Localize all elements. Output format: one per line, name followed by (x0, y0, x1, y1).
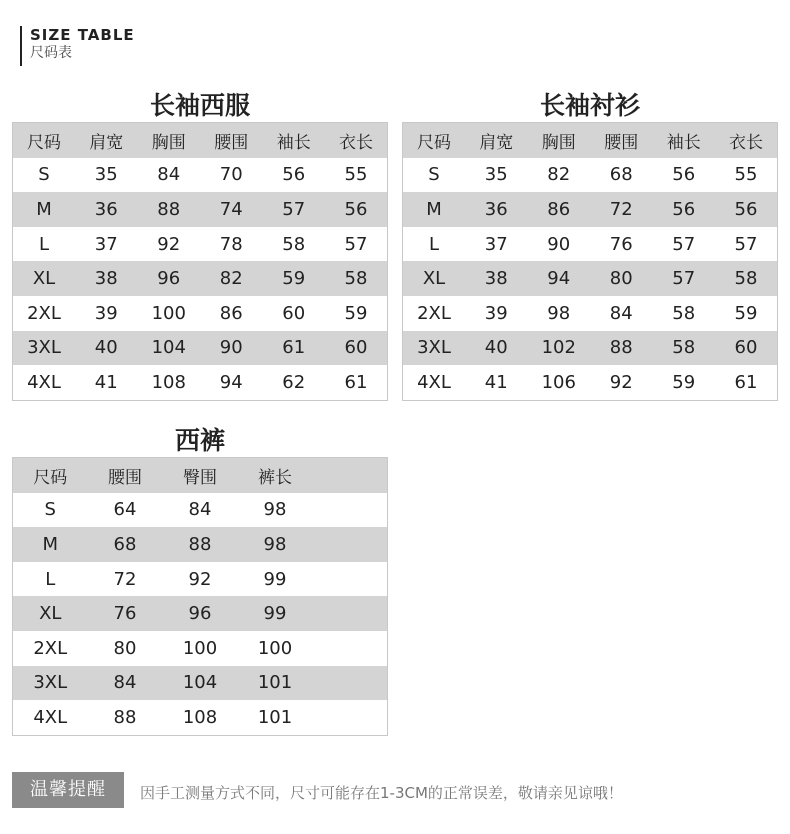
measurement-cell: 100 (151, 302, 186, 324)
measurement-cell: 72 (113, 568, 137, 590)
measurement-cell: 88 (113, 706, 137, 728)
measurement-cell: 60 (282, 302, 306, 324)
measurement-cell: 86 (547, 198, 571, 220)
table-row (13, 331, 388, 366)
shirt-size-block (402, 90, 778, 401)
table-row (13, 227, 388, 262)
measurement-cell: 38 (94, 268, 118, 290)
measurement-cell: 74 (219, 198, 243, 220)
measurement-cell: 61 (282, 337, 306, 359)
measurement-cell: 102 (541, 337, 576, 359)
measurement-cell: 58 (282, 233, 306, 255)
measurement-cell: 57 (344, 233, 368, 255)
measurement-cell: 92 (188, 568, 212, 590)
measurement-cell: 86 (219, 302, 243, 324)
table-row (403, 192, 778, 227)
measurement-cell: 92 (609, 371, 633, 393)
measurement-cell: 56 (734, 198, 758, 220)
measurement-cell: 80 (609, 268, 633, 290)
measurement-cell: 37 (94, 233, 118, 255)
jacket-table-title: 长袖西服 (149, 91, 250, 120)
measurement-cell: 56 (672, 164, 696, 186)
measurement-cell: 106 (541, 371, 576, 393)
measurement-cell: 62 (282, 371, 306, 393)
size-label-cell: M (42, 533, 59, 555)
measurement-cell: 88 (157, 198, 181, 220)
column-header: 衣长 (729, 132, 763, 153)
measurement-cell: 35 (94, 164, 118, 186)
column-header: 袖长 (666, 132, 701, 153)
measurement-cell: 40 (94, 337, 118, 359)
measurement-cell (313, 631, 388, 666)
measurement-cell: 92 (157, 233, 181, 255)
column-header: 胸围 (151, 132, 186, 153)
size-label-cell: XL (422, 268, 446, 290)
measurement-cell: 37 (484, 233, 508, 255)
measurement-cell: 60 (344, 337, 368, 359)
measurement-cell: 57 (672, 268, 696, 290)
size-label-cell: 2XL (27, 302, 61, 324)
size-label-cell: 2XL (417, 302, 451, 324)
size-table-header (20, 26, 135, 66)
measurement-cell: 99 (263, 603, 287, 625)
measurement-cell: 99 (263, 568, 287, 590)
size-label-cell: 2XL (33, 637, 68, 659)
pants-size-block (12, 425, 388, 736)
size-label-cell: 3XL (417, 337, 451, 359)
measurement-cell: 98 (263, 533, 287, 555)
measurement-cell: 59 (344, 302, 368, 324)
measurement-cell: 96 (188, 603, 212, 625)
table-row (13, 596, 388, 631)
measurement-cell: 59 (734, 302, 758, 324)
measurement-cell: 55 (344, 164, 368, 186)
column-header: 袖长 (276, 132, 311, 153)
measurement-cell: 68 (113, 533, 137, 555)
measurement-cell: 96 (157, 268, 181, 290)
measurement-cell: 84 (157, 164, 181, 186)
table-row (13, 631, 388, 666)
size-label-cell: L (38, 233, 50, 255)
measurement-cell: 59 (672, 371, 696, 393)
column-header: 腰围 (604, 132, 639, 153)
measurement-cell: 57 (734, 233, 758, 255)
column-header: 肩宽 (89, 132, 124, 153)
table-row (13, 562, 388, 597)
measurement-cell: 56 (282, 164, 306, 186)
measurement-cell: 88 (188, 533, 212, 555)
measurement-cell: 56 (344, 198, 368, 220)
measurement-cell: 84 (609, 302, 633, 324)
column-header (313, 458, 388, 493)
measurement-cell: 82 (219, 268, 243, 290)
measurement-cell: 94 (547, 268, 571, 290)
measurement-cell: 61 (344, 371, 368, 393)
measurement-cell: 56 (672, 198, 696, 220)
jacket-size-block (12, 90, 388, 401)
measurement-cell: 98 (263, 499, 287, 521)
measurement-cell: 108 (182, 706, 218, 728)
measurement-cell (313, 700, 388, 735)
measurement-cell: 59 (282, 268, 306, 290)
measurement-cell (313, 527, 388, 562)
measurement-cell: 60 (734, 337, 758, 359)
measurement-cell: 57 (282, 198, 306, 220)
table-row (13, 261, 388, 296)
measurement-cell: 58 (344, 268, 368, 290)
table-row (13, 493, 388, 528)
table-row (403, 331, 778, 366)
size-label-cell: XL (39, 603, 62, 625)
measurement-cell (313, 493, 388, 528)
measurement-cell: 38 (484, 268, 508, 290)
measurement-cell: 101 (257, 706, 293, 728)
table-header-row (13, 123, 388, 158)
table-row (403, 365, 778, 400)
measurement-cell: 104 (151, 337, 186, 359)
notice-text: 因手工测量方式不同，尺寸可能存在1-3CM的正常误差，敬请亲见谅哦！ (140, 784, 623, 802)
size-label-cell: 4XL (27, 371, 61, 393)
table-row (403, 261, 778, 296)
column-header: 腰围 (214, 132, 249, 153)
notice-label: 温馨提醒 (12, 772, 124, 808)
table-row (13, 192, 388, 227)
measurement-cell: 72 (609, 198, 633, 220)
measurement-cell: 39 (94, 302, 118, 324)
measurement-cell (313, 666, 388, 701)
column-header: 胸围 (541, 132, 576, 153)
measurement-cell: 78 (219, 233, 243, 255)
size-label-cell: 3XL (33, 672, 68, 694)
shirt-size-table (402, 122, 778, 401)
table-row (13, 527, 388, 562)
measurement-cell: 100 (182, 637, 218, 659)
pants-size-table (12, 457, 388, 736)
measurement-cell: 101 (257, 672, 293, 694)
jacket-size-table (12, 122, 388, 401)
measurement-cell: 108 (151, 371, 186, 393)
measurement-cell: 40 (484, 337, 508, 359)
size-label-cell: S (428, 164, 440, 186)
measurement-cell: 80 (113, 637, 137, 659)
measurement-cell: 84 (113, 672, 137, 694)
table-row (13, 700, 388, 735)
column-header: 臀围 (183, 467, 217, 488)
measurement-cell: 70 (219, 164, 243, 186)
measurement-cell: 90 (547, 233, 571, 255)
measurement-cell: 55 (734, 164, 758, 186)
measurement-cell: 58 (734, 268, 758, 290)
table-header-row (13, 458, 388, 493)
column-header: 尺码 (27, 132, 61, 153)
measurement-cell (313, 596, 388, 631)
table-row (403, 158, 778, 193)
measurement-cell: 98 (547, 302, 571, 324)
column-header: 尺码 (417, 132, 451, 153)
column-header: 裤长 (258, 467, 292, 488)
table-row (403, 227, 778, 262)
size-label-cell: S (44, 499, 56, 521)
shirt-table-title: 长袖衬衫 (539, 91, 640, 120)
measurement-cell: 64 (113, 499, 137, 521)
measurement-cell: 100 (257, 637, 293, 659)
size-label-cell: L (45, 568, 56, 590)
size-table-title-en: SIZE TABLE (30, 26, 135, 44)
table-row (13, 666, 388, 701)
table-row (13, 365, 388, 400)
size-label-cell: M (36, 198, 52, 220)
pants-table-title: 西裤 (174, 426, 225, 455)
column-header: 衣长 (339, 132, 373, 153)
measurement-cell: 35 (484, 164, 508, 186)
measurement-cell: 41 (94, 371, 118, 393)
column-header: 腰围 (108, 467, 142, 488)
measurement-cell: 76 (113, 603, 137, 625)
measurement-cell: 68 (609, 164, 633, 186)
size-label-cell: L (428, 233, 440, 255)
table-header-row (403, 123, 778, 158)
measurement-cell: 61 (734, 371, 758, 393)
size-label-cell: 3XL (27, 337, 61, 359)
size-label-cell: 4XL (417, 371, 451, 393)
measurement-cell: 90 (219, 337, 243, 359)
table-row (403, 296, 778, 331)
measurement-cell: 84 (188, 499, 212, 521)
measurement-cell: 76 (609, 233, 633, 255)
measurement-cell: 36 (94, 198, 118, 220)
measurement-cell: 94 (219, 371, 243, 393)
measurement-cell: 88 (609, 337, 633, 359)
measurement-cell: 58 (672, 337, 696, 359)
measurement-cell (313, 562, 388, 597)
measurement-cell: 82 (547, 164, 571, 186)
size-label-cell: M (426, 198, 442, 220)
table-row (13, 296, 388, 331)
column-header: 肩宽 (479, 132, 514, 153)
size-label-cell: S (38, 164, 50, 186)
measurement-cell: 41 (484, 371, 508, 393)
size-label-cell: 4XL (33, 706, 68, 728)
measurement-cell: 36 (484, 198, 508, 220)
measurement-cell: 104 (182, 672, 218, 694)
measurement-cell: 58 (672, 302, 696, 324)
table-row (13, 158, 388, 193)
size-label-cell: XL (32, 268, 56, 290)
size-table-title-cn: 尺码表 (30, 45, 72, 61)
measurement-cell: 39 (484, 302, 508, 324)
column-header: 尺码 (33, 467, 68, 488)
measurement-cell: 57 (672, 233, 696, 255)
